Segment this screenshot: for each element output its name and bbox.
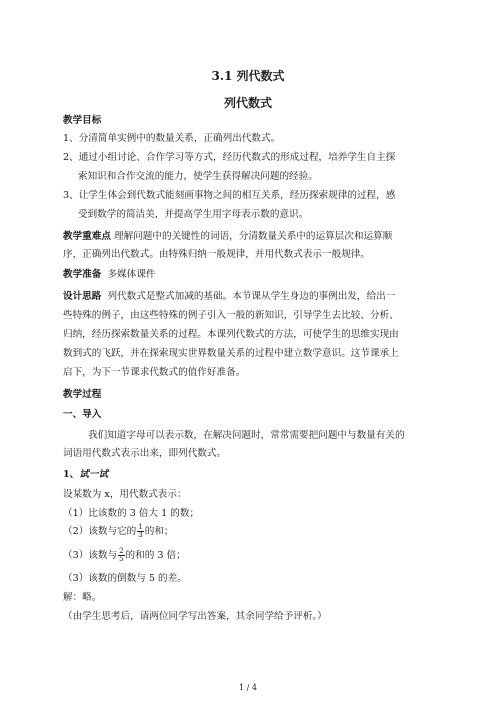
goal-line: 2、通过小组讨论、合作学习等方式，经历代数式的形成过程，培养学生自主探 xyxy=(63,152,396,163)
try-label: 试一试 xyxy=(79,469,109,480)
fraction-two-fifths xyxy=(118,548,124,563)
design-text: 列代数式是整式加减的基础。本节课从学生身边的事例出发，给出一 xyxy=(107,291,396,302)
q3-prefix: （3）该数与 xyxy=(63,550,118,561)
design-line: 启下，为下一节课求代数式的值作好准备。 xyxy=(63,367,246,378)
fraction-denominator: 5 xyxy=(119,555,124,563)
design-line: 些特殊的例子，由这些特殊的例子引入一般的新知识，引导学生去比较、分析、 xyxy=(63,310,399,321)
intro-line: 词语用代数式表示出来，即列代数式。 xyxy=(63,448,227,459)
intro-line: 我们知道字母可以表示数，在解决问题时，常常需要把问题中与数量有关的 xyxy=(88,430,405,441)
keypoints-line xyxy=(63,230,392,243)
prep-text: 多媒体课件 xyxy=(107,269,156,280)
question-1: （1）比该数的 3 倍大 1 的数； xyxy=(63,508,200,519)
goals-heading: 教学目标 xyxy=(63,115,102,126)
keypoints-line: 序，正确列出代数式。由特殊归纳一般规律，并用代数式表示一般规律。 xyxy=(63,249,370,260)
q2-suffix: 的和； xyxy=(144,526,174,537)
goal-line: 索知识和合作交流的能力，使学生获得解决问题的经验。 xyxy=(78,171,318,182)
keypoints-label: 教学重难点 xyxy=(63,231,111,242)
fraction-numerator: 2 xyxy=(119,547,124,555)
q2-prefix: （2）该数与它的 xyxy=(63,526,137,537)
keypoints-text: 理解问题中的关键性的词语，分清数量关系中的运算层次和运算顺 xyxy=(114,231,393,242)
goal-line: 3、让学生体会到代数式能刻画事物之间的相互关系，经历探索规律的过程，感 xyxy=(63,190,396,201)
fraction-numerator: 1 xyxy=(138,523,143,531)
q3-suffix: 的和的 3 倍； xyxy=(125,550,186,561)
page-number: 1 / 4 xyxy=(239,683,257,692)
answer-line: 解：略。 xyxy=(63,592,102,603)
question-3 xyxy=(63,548,186,563)
design-line xyxy=(63,290,395,303)
prep-line xyxy=(63,268,155,281)
try-number: 1、 xyxy=(63,469,80,480)
page-title: 3.1 列代数式 xyxy=(211,69,285,83)
design-line: 归纳，经历探索数量关系的过程。本课列代数式的方法，可使学生的思维实现由 xyxy=(63,329,399,340)
process-heading: 教学过程 xyxy=(63,389,102,400)
goal-line: 受到数学的简洁美，并提高学生用字母表示数的意识。 xyxy=(78,209,309,220)
goal-line: 1、分清简单实例中的数量关系，正确列出代数式。 xyxy=(63,133,281,144)
setup-line: 设某数为 x，用代数式表示： xyxy=(63,489,187,500)
section-heading: 一、导入 xyxy=(63,409,102,420)
try-heading xyxy=(63,468,108,481)
note-line: （由学生思考后，请两位同学写出答案，其余同学给予评析。） xyxy=(63,611,327,622)
fraction-one-third xyxy=(137,524,143,539)
question-4: （3）该数的倒数与 5 的差。 xyxy=(63,573,187,584)
design-line: 数到式的飞跃，并在探索现实世界数量关系的过程中建立数学意识。这节课承上 xyxy=(63,348,399,359)
prep-label: 教学准备 xyxy=(63,269,102,280)
design-label: 设计思路 xyxy=(63,291,102,302)
page-subtitle: 列代数式 xyxy=(223,96,272,110)
fraction-denominator: 3 xyxy=(138,531,143,539)
question-2 xyxy=(63,524,174,539)
